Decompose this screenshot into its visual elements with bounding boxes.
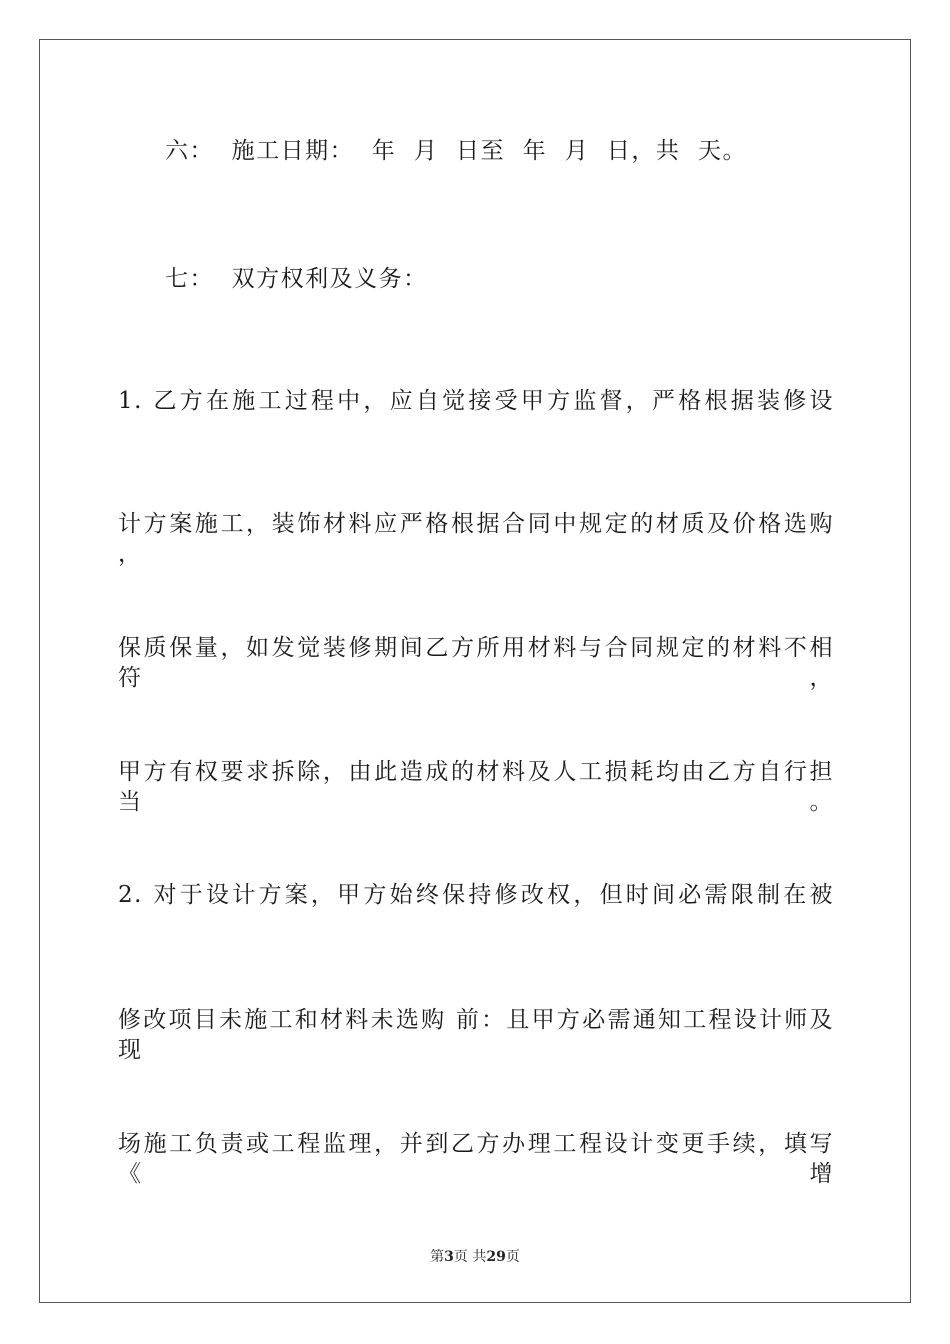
text-line-clause2-3: 场施工负责或工程监理，并到乙方办理工程设计变更手续，填写《增 — [118, 1131, 834, 1187]
text-line-clause2-1: 2. 对于设计方案，甲方始终保持修改权，但时间必需限制在被 — [118, 882, 834, 908]
footer-suffix: 页 — [505, 1249, 520, 1265]
text-line-clause1-4: 甲方有权要求拆除，由此造成的材料及人工损耗均由乙方自行担当。 — [118, 759, 834, 815]
text-line-clause2-2: 修改项目未施工和材料未选购 前：且甲方必需通知工程设计师及现 — [118, 1007, 834, 1063]
text-line-clause1-3: 保质保量，如发觉装修期间乙方所用材料与合同规定的材料不相符， — [118, 635, 834, 691]
footer-prefix: 第 — [430, 1249, 445, 1265]
text-line-clause1-2: 计方案施工，装饰材料应严格根据合同中规定的材质及价格选购 ， — [118, 511, 834, 567]
page-footer — [0, 1248, 950, 1266]
text-line-date: 六： 施工日期： 年 月 日至 年 月 日，共 天。 — [165, 138, 747, 164]
footer-page-number: 3 — [444, 1249, 454, 1265]
footer-total-pages: 29 — [486, 1249, 506, 1265]
text-line-clause1-1: 1. 乙方在施工过程中，应自觉接受甲方监督，严格根据装修设 — [118, 388, 834, 414]
text-line-rights-heading: 七： 双方权利及义务： — [165, 266, 428, 292]
footer-mid: 页 共 — [453, 1249, 487, 1265]
